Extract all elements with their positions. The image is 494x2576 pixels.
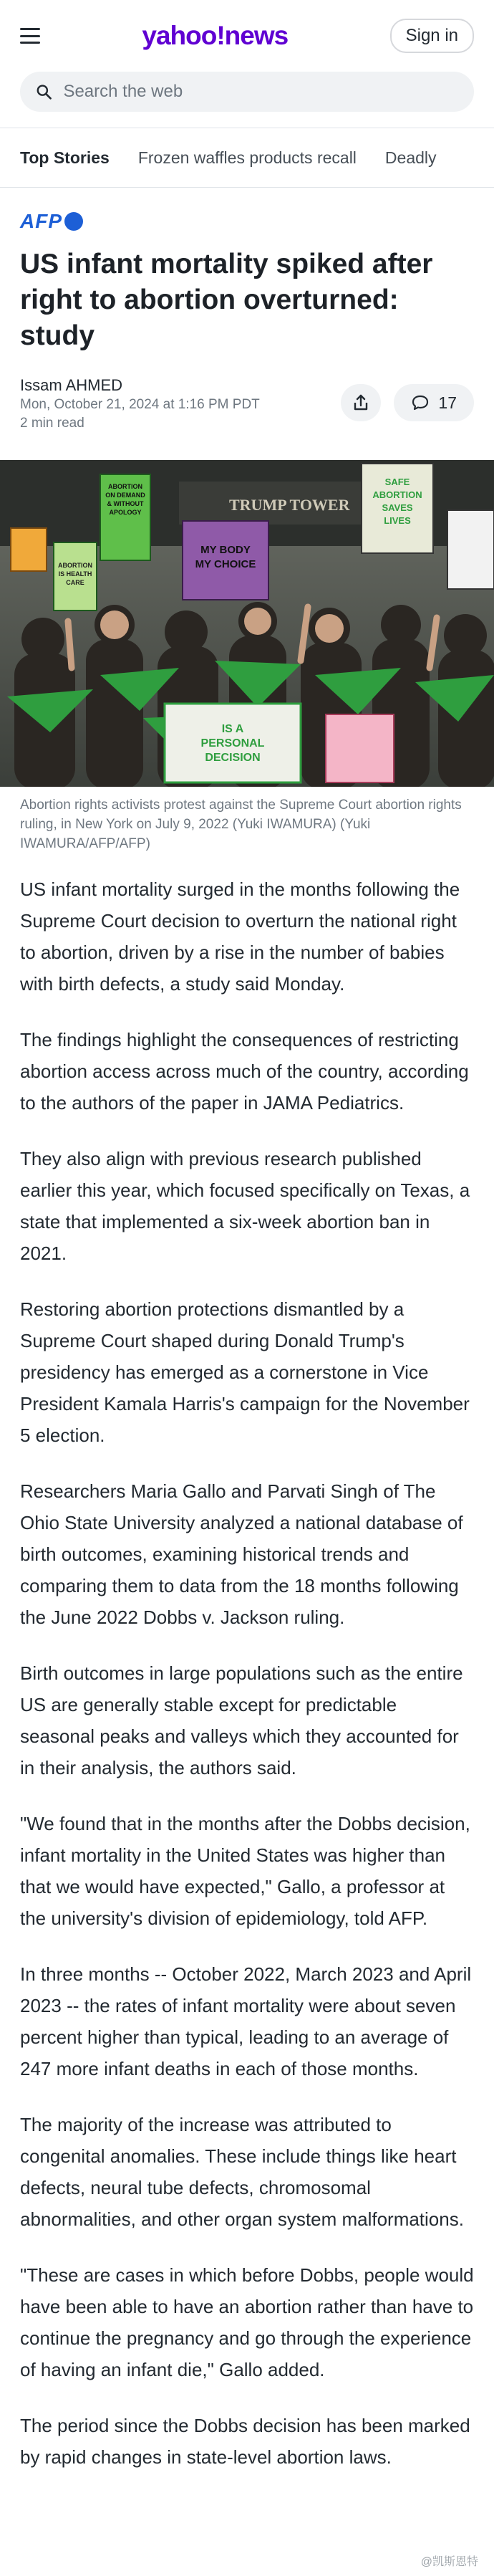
article-photo[interactable] <box>0 460 494 787</box>
paragraph: "We found that in the months after the Dobbs decision, infant mortality in the United States was higher than that we would have expected," Gallo, a professor at the university's division of epidemiology, told AFP. <box>20 1813 470 1929</box>
sign-personal-decision: IS A PERSONAL DECISION <box>200 723 265 764</box>
article-header <box>0 209 494 433</box>
tab-frozen-waffles-recall[interactable]: Frozen waffles products recall <box>137 148 357 167</box>
top-header <box>0 0 494 72</box>
topic-tabs <box>0 128 494 188</box>
paragraph: Researchers Maria Gallo and Parvati Singh of The Ohio State University analyzed a national database of birth outcomes, examining historical trends and comparing them to data from the 18 months following the June 2022 Dobbs v. Jackson ruling. <box>20 1480 463 1628</box>
afp-dot-icon <box>64 212 83 231</box>
yahoo-news-logo[interactable]: yahoo!news <box>142 21 289 50</box>
protest-photo-illustration <box>0 460 494 787</box>
comment-icon <box>411 394 430 411</box>
article-body <box>0 873 494 2473</box>
trump-tower-sign: TRUMP TOWER <box>229 496 350 514</box>
share-button[interactable] <box>341 384 381 421</box>
byline <box>20 375 474 433</box>
search-icon <box>36 83 52 100</box>
tab-top-stories[interactable]: Top Stories <box>20 148 110 167</box>
read-time: 2 min read <box>20 416 84 431</box>
sign-safe-abortion: SAFE ABORTION SAVES LIVES <box>372 477 422 526</box>
search-bar[interactable] <box>20 72 474 112</box>
tab-deadly[interactable]: Deadly <box>384 148 437 167</box>
author-name[interactable]: Issam AHMED <box>20 376 123 394</box>
comments-button[interactable] <box>394 384 474 421</box>
sign-abortion-health-care: ABORTION IS HEALTH CARE <box>58 562 92 586</box>
article-title: US infant mortality spiked after right to abortion overturned: study <box>20 249 433 351</box>
comment-count: 17 <box>438 393 457 412</box>
paragraph: The period since the Dobbs decision has been marked by rapid changes in state-level abortion laws. <box>20 2415 470 2468</box>
search-input[interactable] <box>63 82 458 102</box>
sign-abortion-on-demand: ABORTION ON DEMAND & WITHOUT APOLOGY <box>105 483 145 516</box>
paragraph: The findings highlight the consequences of restricting abortion access across much of the country, according to the authors of the paper in JAMA Pediatrics. <box>20 1029 469 1114</box>
publish-date: Mon, October 21, 2024 at 1:16 PM PDT <box>20 397 260 412</box>
watermark: @凯斯恩特 <box>420 2556 478 2568</box>
image-caption: Abortion rights activists protest against the Supreme Court abortion rights ruling, in New York on July 9, 2022 (Yuki IWAMURA) (Yuki IWAMURA/AFP/AFP) <box>20 798 462 851</box>
afp-source-logo[interactable]: AFP <box>20 209 474 234</box>
paragraph: They also align with previous research published earlier this year, which focused specifically on Texas, a state that implemented a six-week abortion ban in 2021. <box>20 1148 470 1264</box>
paragraph: The majority of the increase was attributed to congenital anomalies. These include things like heart defects, neural tube defects, chromosomal abnormalities, and other organ system malformations. <box>20 2114 464 2230</box>
menu-icon[interactable] <box>20 28 40 44</box>
paragraph: In three months -- October 2022, March 2023 and April 2023 -- the rates of infant mortality were about seven percent higher than typical, leading to an average of 247 more infant deaths in each of those months. <box>20 1963 472 2079</box>
share-icon <box>352 393 370 412</box>
paragraph: "These are cases in which before Dobbs, people would have been able to have an abortion rather than have to continue the pregnancy and go through the experience of having an infant die," Gallo added. <box>20 2264 474 2380</box>
paragraph: Birth outcomes in large populations such as the entire US are generally stable except for predictable seasonal peaks and valleys which they accounted for in their analysis, the authors said. <box>20 1662 463 1778</box>
paragraph: US infant mortality surged in the months following the Supreme Court decision to overturn the national right to abortion, driven by a rise in the number of babies with birth defects, a study said Monday. <box>20 878 460 995</box>
sign-my-body: MY BODY MY CHOICE <box>195 544 256 570</box>
sign-in-button[interactable]: Sign in <box>390 19 474 53</box>
paragraph: Restoring abortion protections dismantled by a Supreme Court shaped during Donald Trump's presidency has emerged as a cornerstone in Vice President Kamala Harris's campaign for the November 5 election. <box>20 1298 470 1446</box>
